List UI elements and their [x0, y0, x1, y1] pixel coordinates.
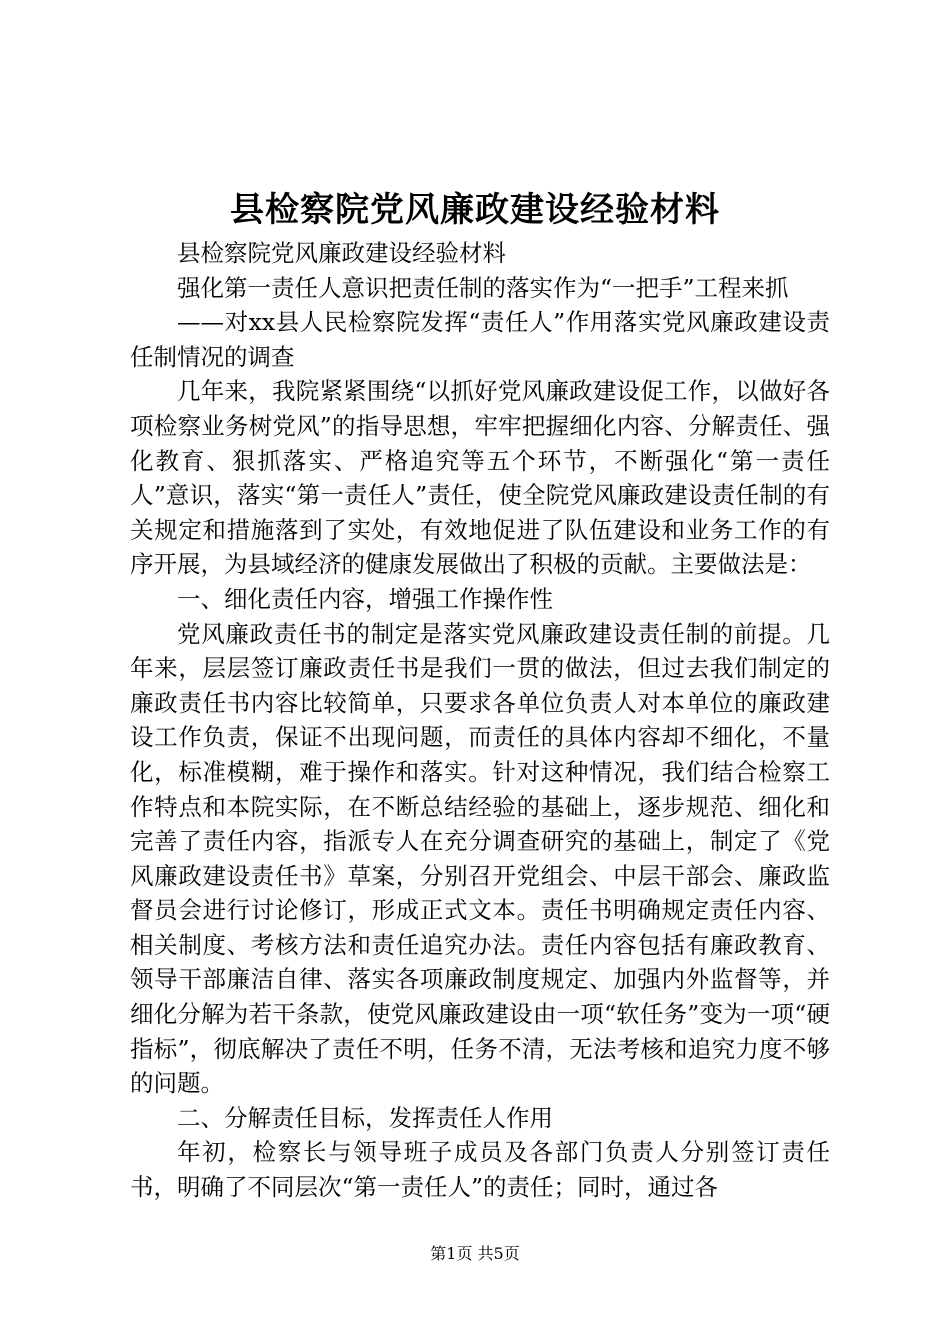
page-footer: 第1页 共5页 — [430, 1244, 520, 1263]
section-heading-2: 二、分解责任目标，发挥责任人作用 — [177, 1103, 553, 1132]
section-heading-1: 一、细化责任内容，增强工作操作性 — [177, 584, 553, 613]
heading-paragraph: 强化第一责任人意识把责任制的落实作为“一把手”工程来抓 — [177, 273, 789, 302]
document-body — [130, 236, 830, 1205]
section-1-paragraph: 党风廉政责任书的制定是落实党风廉政建设责任制的前提。几年来，层层签订廉政责任书是我们一贯的做法，但过去我们制定的廉政责任书内容比较简单，只要求各单位负责人对本单位的廉政建设工作负责，保证不出现问题，而责任的具体内容却不细化，不量化，标准模糊，难于操作和落实。针对这种情况，我们结合检察工作特点和本院实际，在不断总结经验的基础上，逐步规范、细化和完善了责任内容，指派专人在充分调查研究的基础上，制定了《党风廉政建设责任书》草案，分别召开党组会、中层干部会、廉政监督员会进行讨论修订，形成正式文本。责任书明确规定责任内容、相关制度、考核方法和责任追究办法。责任内容包括有廉政教育、领导干部廉洁自律、落实各项廉政制度规定、加强内外监督等，并细化分解为若干条款，使党风廉政建设由一项“软任务”变为一项“硬指标”，彻底解决了责任不明，任务不清，无法考核和追究力度不够的问题。 — [130, 619, 830, 1098]
intro-paragraph: 几年来，我院紧紧围绕“以抓好党风廉政建设促工作，以做好各项检察业务树党风”的指导思想，牢牢把握细化内容、分解责任、强化教育、狠抓落实、严格追究等五个环节，不断强化“第一责任人”意识，落实“第一责任人”责任，使全院党风廉政建设责任制的有关规定和措施落到了实处，有效地促进了队伍建设和业务工作的有序开展，为县域经济的健康发展做出了积极的贡献。主要做法是： — [130, 377, 830, 579]
section-2-paragraph: 年初，检察长与领导班子成员及各部门负责人分别签订责任书，明确了不同层次“第一责任人”的责任；同时，通过各 — [130, 1138, 830, 1202]
subtitle-paragraph: 县检察院党风廉政建设经验材料 — [177, 239, 506, 267]
subheading-paragraph: ——对xx县人民检察院发挥“责任人”作用落实党风廉政建设责任制情况的调查 — [130, 308, 830, 371]
document-title: 县检察院党风廉政建设经验材料 — [230, 190, 720, 230]
